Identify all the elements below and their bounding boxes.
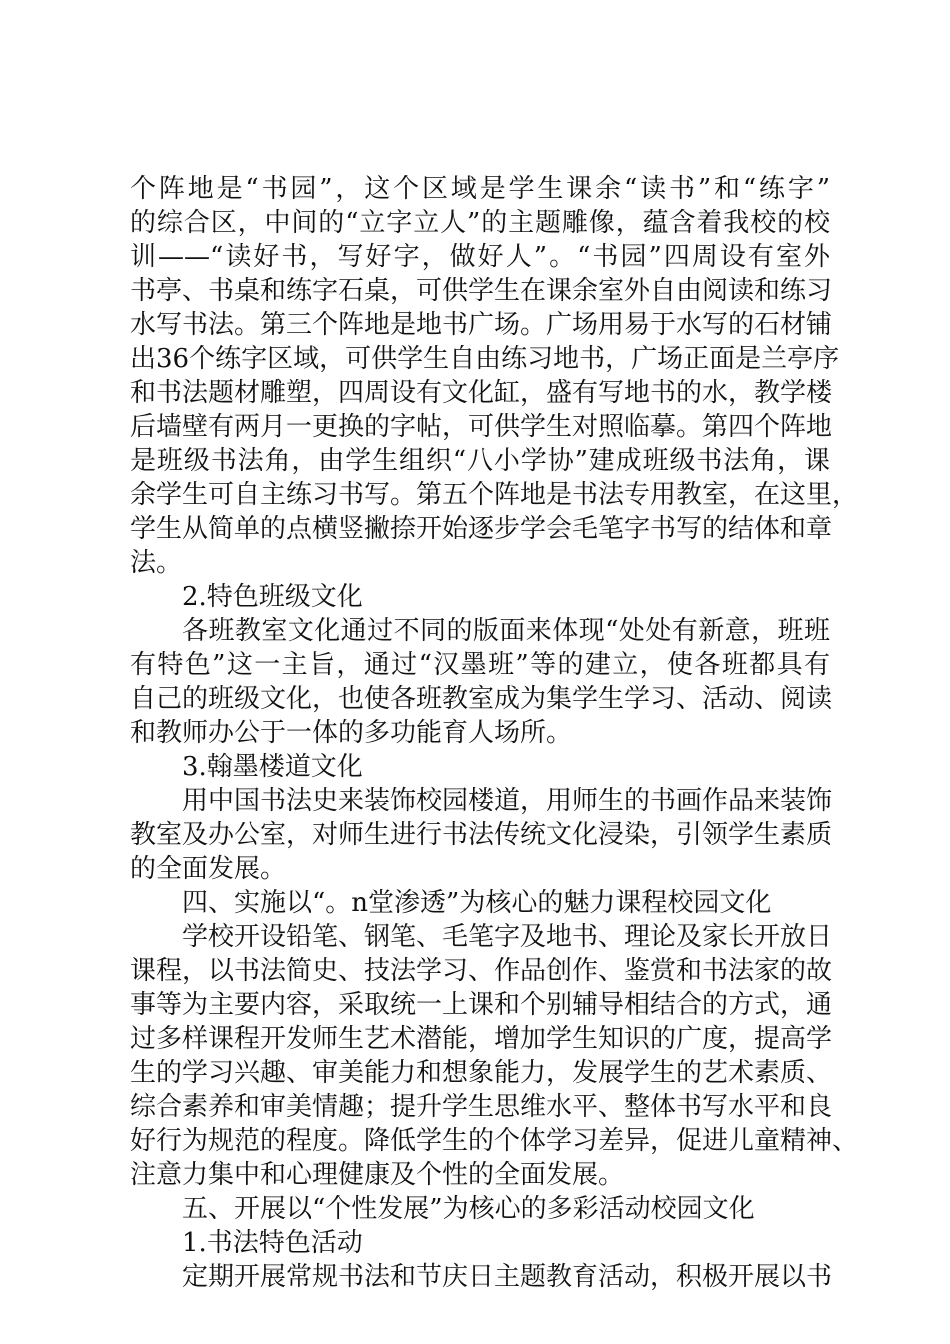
text-line: 的全面发展。 xyxy=(130,854,287,884)
text-line: 出36个练字区域，可供学生自由练习地书，广场正面是兰亭序 xyxy=(130,344,840,374)
text-line: 法。 xyxy=(130,548,183,578)
text-line: 用中国书法史来装饰校园楼道，用师生的书画作品来装饰 xyxy=(182,786,833,816)
section-heading: 2.特色班级文化 xyxy=(182,582,363,612)
text-line: 和书法题材雕塑，四周设有文化缸，盛有写地书的水，教学楼 xyxy=(130,378,833,408)
text-line: 余学生可自主练习书写。第五个阵地是书法专用教室，在这里， xyxy=(130,480,859,510)
text-line: 书亭、书桌和练字石桌，可供学生在课余室外自由阅读和练习 xyxy=(130,276,833,306)
section-heading: 1.书法特色活动 xyxy=(182,1228,363,1258)
text-line: 各班教室文化通过不同的版面来体现“处处有新意，班班 xyxy=(182,616,830,646)
text-line: 和教师办公于一体的多功能育人场所。 xyxy=(130,718,573,748)
document-body xyxy=(130,172,859,1294)
text-line: 课程，以书法简史、技法学习、作品创作、鉴赏和书法家的故 xyxy=(130,956,833,986)
text-line: 个阵地是“书园”，这个区域是学生课余“读书”和“练字” xyxy=(130,174,830,204)
text-line: 定期开展常规书法和节庆日主题教育活动，积极开展以书 xyxy=(182,1262,833,1292)
text-line: 注意力集中和心理健康及个性的全面发展。 xyxy=(130,1160,625,1190)
text-line: 生的学习兴趣、审美能力和想象能力，发展学生的艺术素质、 xyxy=(130,1058,833,1088)
text-line: 综合素养和审美情趣；提升学生思维水平、整体书写水平和良 xyxy=(130,1092,833,1122)
text-line: 事等为主要内容，采取统一上课和个别辅导相结合的方式，通 xyxy=(130,990,833,1020)
text-line: 好行为规范的程度。降低学生的个体学习差异，促进儿童精神、 xyxy=(130,1126,859,1156)
text-line: 学生从简单的点横竖撇捺开始逐步学会毛笔字书写的结体和章 xyxy=(130,514,833,544)
section-heading: 3.翰墨楼道文化 xyxy=(182,752,363,782)
text-line: 教室及办公室，对师生进行书法传统文化浸染，引领学生素质 xyxy=(130,820,833,850)
text-line: 有特色”这一主旨，通过“汉墨班”等的建立，使各班都具有 xyxy=(130,650,830,680)
text-line: 后墙壁有两月一更换的字帖，可供学生对照临摹。第四个阵地 xyxy=(130,412,833,442)
text-line: 学校开设铅笔、钢笔、毛笔字及地书、理论及家长开放日 xyxy=(182,922,833,952)
section-heading: 四、实施以“。n堂渗透”为核心的魅力课程校园文化 xyxy=(182,888,772,918)
section-heading: 五、开展以“个性发展”为核心的多彩活动校园文化 xyxy=(182,1194,755,1224)
text-line: 是班级书法角，由学生组织“八小学协”建成班级书法角，课 xyxy=(130,446,830,476)
text-line: 水写书法。第三个阵地是地书广场。广场用易于水写的石材铺 xyxy=(130,310,833,340)
text-line: 的综合区，中间的“立字立人”的主题雕像，蕴含着我校的校 xyxy=(130,208,830,238)
text-line: 过多样课程开发师生艺术潜能，增加学生知识的广度，提高学 xyxy=(130,1024,833,1054)
text-line: 训——“读好书，写好字，做好人”。“书园”四周设有室外 xyxy=(130,242,830,272)
text-line: 自己的班级文化，也使各班教室成为集学生学习、活动、阅读 xyxy=(130,684,833,714)
